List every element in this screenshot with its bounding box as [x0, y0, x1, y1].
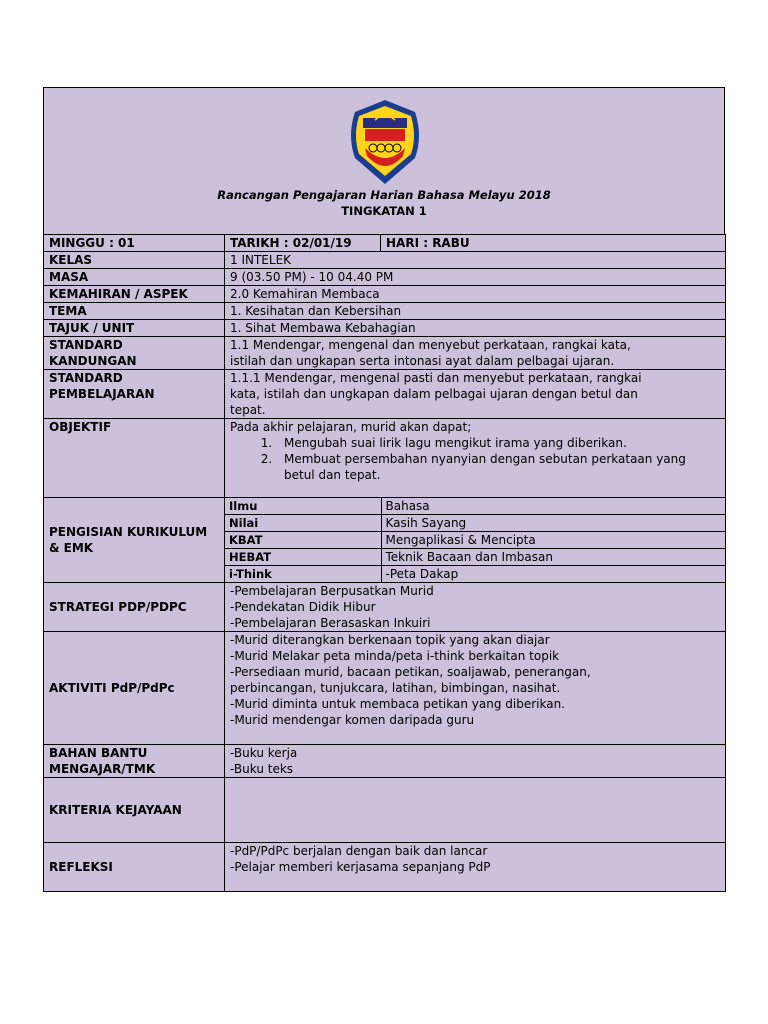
- standard-pembelajaran-label: [44, 370, 225, 419]
- bahan-item: -Buku kerja: [230, 746, 298, 760]
- label-line: PEMBELAJARAN: [49, 387, 155, 401]
- tema-label: TEMA: [44, 303, 225, 320]
- tema-value: 1. Kesihatan dan Kebersihan: [225, 303, 726, 320]
- document-subtitle: TINGKATAN 1: [341, 204, 427, 218]
- minggu-label: MINGGU : 01: [44, 235, 225, 252]
- row-standard-pembelajaran: [44, 370, 726, 419]
- kurikulum-row: [225, 532, 725, 549]
- bahan-bantu-label: [44, 745, 225, 778]
- kurikulum-value: Teknik Bacaan dan Imbasan: [381, 549, 725, 566]
- kurikulum-row: [225, 566, 725, 583]
- row-kemahiran: [44, 286, 726, 303]
- label-line: MENGAJAR/TMK: [49, 762, 156, 776]
- kurikulum-key: Ilmu: [225, 498, 381, 515]
- aktiviti-item: -Murid mendengar komen daripada guru: [230, 713, 475, 727]
- masa-value: 9 (03.50 PM) - 10 04.40 PM: [225, 269, 726, 286]
- kurikulum-row: [225, 549, 725, 566]
- kurikulum-value: -Peta Dakap: [381, 566, 725, 583]
- label-line: BAHAN BANTU: [49, 746, 148, 760]
- value-line: kata, istilah dan ungkapan dalam pelbagai ujaran dengan betul dan: [230, 387, 638, 401]
- aktiviti-item: -Murid diminta untuk membaca petikan yang diberikan.: [230, 697, 565, 711]
- strategi-label: STRATEGI PDP/PDPC: [44, 583, 225, 632]
- objektif-item: 1. Mengubah suai lirik lagu mengikut irama yang diberikan.: [276, 435, 720, 451]
- pengisian-kurikulum-cell: [225, 498, 726, 583]
- objektif-label: OBJEKTIF: [44, 419, 225, 498]
- label-line: PENGISIAN KURIKULUM: [49, 525, 208, 539]
- value-line: 1.1.1 Mendengar, mengenal pasti dan menyebut perkataan, rangkai: [230, 371, 642, 385]
- refleksi-label: REFLEKSI: [44, 843, 225, 892]
- pengisian-kurikulum-label: [44, 498, 225, 583]
- kurikulum-key: i-Think: [225, 566, 381, 583]
- row-aktiviti: [44, 632, 726, 745]
- row-objektif: [44, 419, 726, 498]
- label-line: STANDARD: [49, 338, 123, 352]
- kurikulum-row: [225, 515, 725, 532]
- lesson-plan-document: [43, 87, 725, 892]
- strategi-item: -Pembelajaran Berasaskan Inkuiri: [230, 616, 431, 630]
- document-header: [43, 87, 725, 234]
- tajuk-value: 1. Sihat Membawa Kebahagian: [225, 320, 726, 337]
- refleksi-value: [225, 843, 726, 892]
- kemahiran-label: KEMAHIRAN / ASPEK: [44, 286, 225, 303]
- aktiviti-value: [225, 632, 726, 745]
- row-bahan-bantu: [44, 745, 726, 778]
- aktiviti-label: AKTIVITI PdP/PdPc: [44, 632, 225, 745]
- lesson-plan-table: [43, 234, 726, 892]
- objektif-item: 2. Membuat persembahan nyanyian dengan sebutan perkataan yang betul dan tepat.: [276, 451, 720, 483]
- hari-label: HARI : RABU: [381, 235, 726, 252]
- aktiviti-item: -Murid diterangkan berkenaan topik yang akan diajar: [230, 633, 550, 647]
- aktiviti-item: -Persediaan murid, bacaan petikan, soaljawab, penerangan,: [230, 665, 591, 679]
- row-masa: [44, 269, 726, 286]
- objektif-value: [225, 419, 726, 498]
- strategi-item: -Pembelajaran Berpusatkan Murid: [230, 584, 434, 598]
- school-crest-logo: [335, 96, 435, 188]
- value-line: istilah dan ungkapan serta intonasi ayat dalam pelbagai ujaran.: [230, 354, 615, 368]
- row-pengisian-kurikulum: [44, 498, 726, 583]
- objektif-list: [230, 435, 720, 483]
- row-kelas: [44, 252, 726, 269]
- standard-pembelajaran-value: [225, 370, 726, 419]
- row-strategi: [44, 583, 726, 632]
- kelas-value: 1 INTELEK: [225, 252, 726, 269]
- refleksi-item: -Pelajar memberi kerjasama sepanjang PdP: [230, 860, 491, 874]
- bahan-bantu-value: [225, 745, 726, 778]
- standard-kandungan-value: [225, 337, 726, 370]
- kurikulum-value: Bahasa: [381, 498, 725, 515]
- kurikulum-value: Mengaplikasi & Mencipta: [381, 532, 725, 549]
- kurikulum-row: [225, 498, 725, 515]
- kurikulum-key: Nilai: [225, 515, 381, 532]
- masa-label: MASA: [44, 269, 225, 286]
- row-kriteria: [44, 778, 726, 843]
- label-line: STANDARD: [49, 371, 123, 385]
- kriteria-label: KRITERIA KEJAYAAN: [44, 778, 225, 843]
- strategi-value: [225, 583, 726, 632]
- value-line: 1.1 Mendengar, mengenal dan menyebut perkataan, rangkai kata,: [230, 338, 631, 352]
- tajuk-label: TAJUK / UNIT: [44, 320, 225, 337]
- strategi-item: -Pendekatan Didik Hibur: [230, 600, 376, 614]
- row-minggu: [44, 235, 726, 252]
- refleksi-item: -PdP/PdPc berjalan dengan baik dan lancar: [230, 844, 488, 858]
- label-line: & EMK: [49, 541, 94, 555]
- label-line: KANDUNGAN: [49, 354, 137, 368]
- document-title: Rancangan Pengajaran Harian Bahasa Melayu 2018: [217, 188, 551, 202]
- kurikulum-key: KBAT: [225, 532, 381, 549]
- objektif-intro: Pada akhir pelajaran, murid akan dapat;: [230, 420, 472, 434]
- kurikulum-table: [225, 498, 725, 582]
- kemahiran-value: 2.0 Kemahiran Membaca: [225, 286, 726, 303]
- value-line: tepat.: [230, 403, 266, 417]
- standard-kandungan-label: [44, 337, 225, 370]
- aktiviti-item: -Murid Melakar peta minda/peta i-think berkaitan topik: [230, 649, 560, 663]
- row-standard-kandungan: [44, 337, 726, 370]
- kriteria-value: [225, 778, 726, 843]
- row-tema: [44, 303, 726, 320]
- kurikulum-key: HEBAT: [225, 549, 381, 566]
- bahan-item: -Buku teks: [230, 762, 294, 776]
- kelas-label: KELAS: [44, 252, 225, 269]
- row-tajuk: [44, 320, 726, 337]
- row-refleksi: [44, 843, 726, 892]
- aktiviti-item: perbincangan, tunjukcara, latihan, bimbingan, nasihat.: [230, 681, 561, 695]
- kurikulum-value: Kasih Sayang: [381, 515, 725, 532]
- tarikh-label: TARIKH : 02/01/19: [225, 235, 381, 252]
